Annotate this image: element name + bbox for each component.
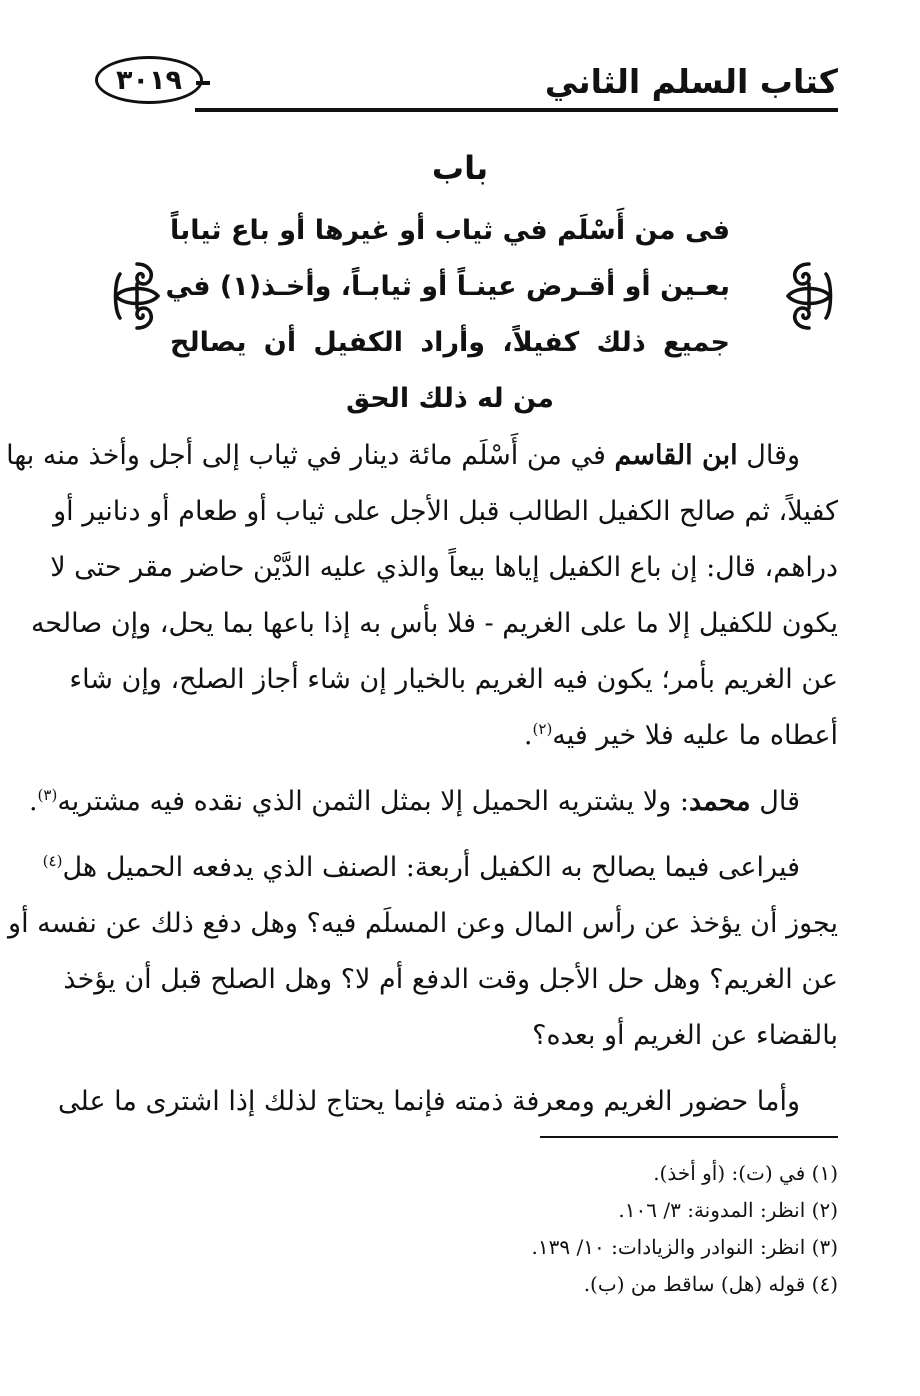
scholar-name: ابن القاسم	[614, 440, 738, 471]
text-span: .	[523, 720, 533, 751]
footnotes	[100, 1156, 838, 1304]
text-line	[28, 778, 838, 834]
text-span: : ولا يشتريه الحميل إلا بمثل الثمن الذي نقده فيه مشتريه	[57, 786, 689, 817]
footnote: (٢) انظر: المدونة: ٣/ ١٠٦.	[618, 1198, 838, 1222]
text-line: دراهم، قال: إن باع الكفيل إياها بيعاً والذي عليه الدَّيْن حاضر مقر حتى لا	[50, 552, 838, 583]
paragraph	[6, 432, 838, 768]
text-line: عن الغريم بأمر؛ يكون فيه الغريم بالخيار إن شاء أجاز الصلح، وإن شاء	[69, 664, 838, 695]
floral-ornament-icon	[780, 260, 838, 332]
text-span: في من أَسْلَم مائة دينار في ثياب إلى أجل وأخذ منه بها	[6, 440, 615, 471]
text-span: فيراعى فيما يصالح به الكفيل أربعة: الصنف الذي يدفعه الحميل هل	[62, 852, 800, 883]
footnote: (٤) قوله (هل) ساقط من (ب).	[583, 1272, 838, 1296]
paragraph	[58, 1078, 838, 1134]
footnote-ref: (٣)	[37, 786, 58, 804]
chapter-title: باب	[431, 149, 489, 187]
paragraph	[8, 844, 838, 1068]
paragraph	[28, 778, 838, 834]
footnote-ref: (٢)	[532, 720, 553, 738]
text-span: أعطاه ما عليه فلا خير فيه	[552, 720, 838, 751]
floral-ornament-icon	[108, 260, 166, 332]
text-line: بالقضاء عن الغريم أو بعده؟	[532, 1020, 838, 1051]
book-title: كتاب السلم الثاني	[544, 62, 838, 101]
heading-line: جميع ذلك كفيلاً، وأراد الكفيل أن يصالح	[170, 327, 730, 358]
footnote-separator	[540, 1136, 838, 1138]
scholar-name: محمد	[688, 786, 751, 817]
text-span: وقال	[737, 440, 800, 471]
text-line: وأما حضور الغريم ومعرفة ذمته فإنما يحتاج لذلك إذا اشترى ما على	[58, 1086, 800, 1117]
footnote: (١) في (ت): (أو أخذ).	[653, 1161, 838, 1185]
text-line	[100, 712, 838, 768]
heading-line: من له ذلك الحق	[345, 383, 555, 414]
heading-line: بعـين أو أقـرض عينـاً أو ثيابـاً، وأخـذ(١) في	[165, 271, 730, 302]
text-line	[6, 432, 838, 488]
text-span: قال	[750, 786, 800, 817]
heading-line: فى من أَسْلَم في ثياب أو غيرها أو باع ثياباً	[170, 215, 730, 246]
header-rule	[195, 108, 838, 112]
page-number: ٣٠١٩	[95, 56, 203, 104]
text-line: يكون للكفيل إلا ما على الغريم - فلا بأس به إذا باعها بما يحل، وإن صالحه	[30, 608, 838, 639]
chapter-heading	[165, 206, 730, 430]
text-line: يجوز أن يؤخذ عن رأس المال وعن المسلَم فيه؟ وهل دفع ذلك عن نفسه أو	[8, 908, 838, 939]
footnote-ref: (٤)	[42, 852, 63, 870]
text-line: كفيلاً، ثم صالح الكفيل الطالب قبل الأجل على ثياب أو طعام أو دنانير أو	[53, 496, 838, 527]
text-line: عن الغريم؟ وهل حل الأجل وقت الدفع أم لا؟ وهل الصلح قبل أن يؤخذ	[63, 964, 838, 995]
footnote: (٣) انظر: النوادر والزيادات: ١٠/ ١٣٩.	[531, 1235, 838, 1259]
text-line	[42, 844, 838, 900]
text-span: .	[28, 786, 38, 817]
main-text	[6, 432, 838, 1134]
page-header	[95, 56, 838, 116]
